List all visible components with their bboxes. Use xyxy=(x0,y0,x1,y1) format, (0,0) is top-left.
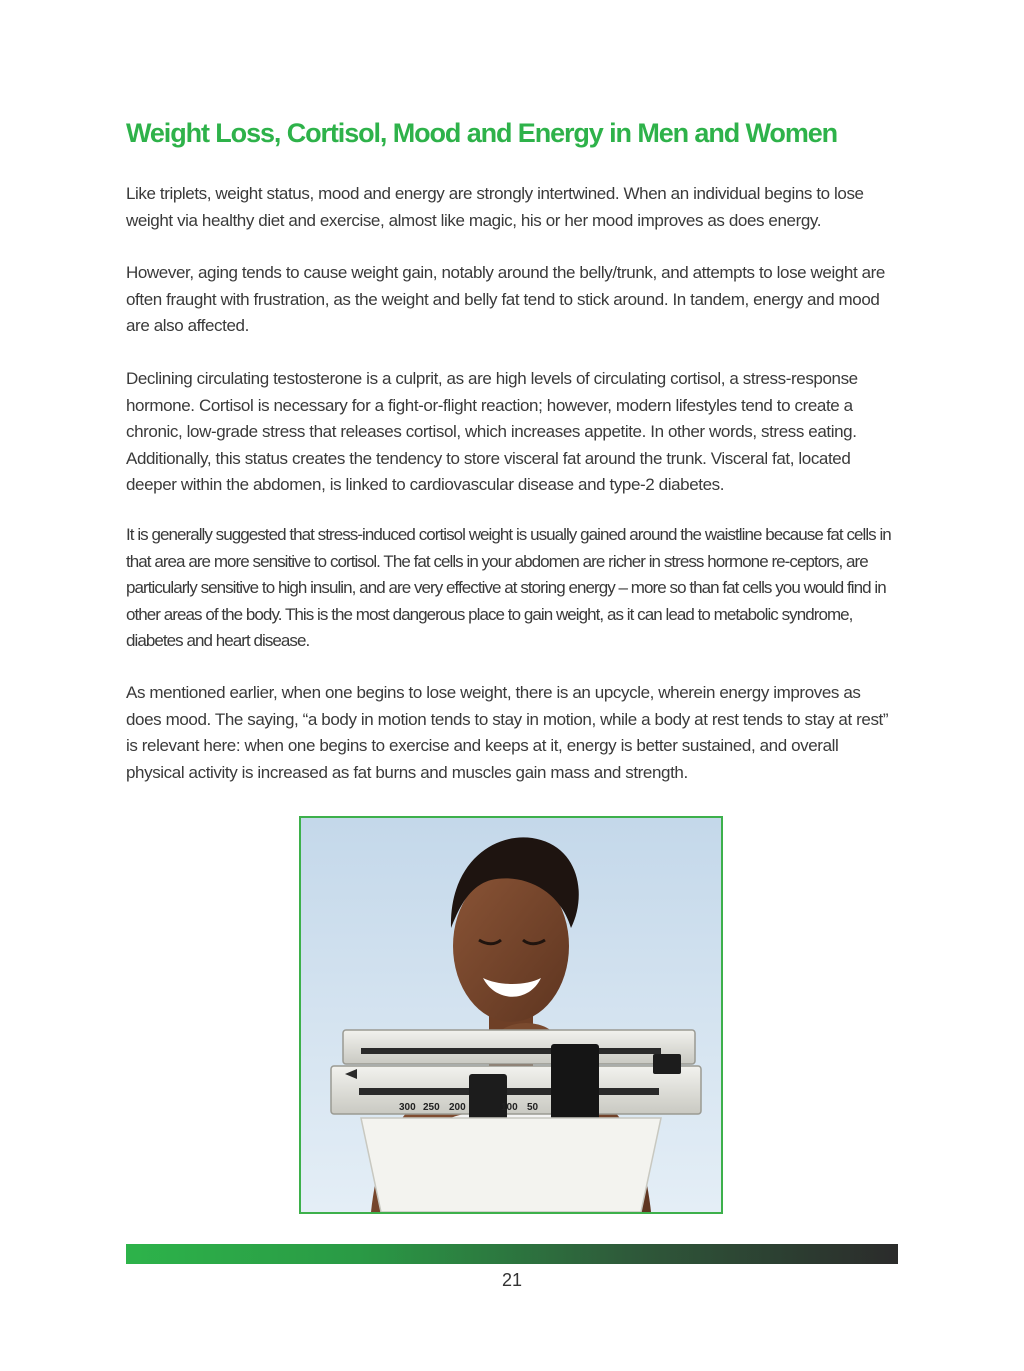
page-title: Weight Loss, Cortisol, Mood and Energy in Men and Women xyxy=(126,118,838,148)
paragraph-upcycle: As mentioned earlier, when one begins to lose weight, there is an upcycle, wherein energy improves as does mood. The saying, “a body in motion tends to stay in motion, while a body at rest tends to stay at rest” is relevant here: when one begins to exercise and keeps at it, energy is better sustained, and overall physical activity is increased as fat burns and muscles gain mass and strength. xyxy=(126,683,889,782)
paragraph-aging: However, aging tends to cause weight gain, notably around the belly/trunk, and attempts to lose weight are often fraught with frustration, as the weight and belly fat tend to stick around. In tandem, energy and mood are also affected. xyxy=(126,263,885,335)
footer-gradient-bar xyxy=(126,1244,898,1264)
scale-mark-250: 250 xyxy=(423,1102,440,1113)
scale-mark-300: 300 xyxy=(399,1102,416,1113)
scale-mark-100: 100 xyxy=(501,1102,518,1113)
page-number: 21 xyxy=(501,1270,523,1290)
photo-woman-on-scale xyxy=(299,816,723,1214)
scale-photo-illustration xyxy=(301,818,721,1212)
paragraph-waistline: It is generally suggested that stress-induced cortisol weight is usually gained around the waistline because fat cells in that area are more sensitive to cortisol. The fat cells in your abdomen are richer in stress hormone re-ceptors, are particularly sensitive to high insulin, and are very effective at storing energy – more so than fat cells you would find in other areas of the body. This is the most dangerous place to gain weight, as it can lead to metabolic syndrome, diabetes and heart disease. xyxy=(126,525,891,650)
scale-mark-200: 200 xyxy=(449,1102,466,1113)
paragraph-testosterone: Declining circulating testosterone is a culprit, as are high levels of circulating cortisol, a stress-response hormone. Cortisol is necessary for a fight-or-flight reaction; however, modern lifestyles tend to create a chronic, low-grade stress that releases cortisol, which increases appetite. In other words, stress eating. Additionally, this status creates the tendency to store visceral fat around the trunk. Visceral fat, located deeper within the abdomen, is linked to cardiovascular disease and type-2 diabetes. xyxy=(126,369,858,494)
scale-mark-50: 50 xyxy=(527,1102,539,1113)
paragraph-intro: Like triplets, weight status, mood and energy are strongly intertwined. When an individual begins to lose weight via healthy diet and exercise, almost like magic, his or her mood improves as does energy. xyxy=(126,184,864,230)
